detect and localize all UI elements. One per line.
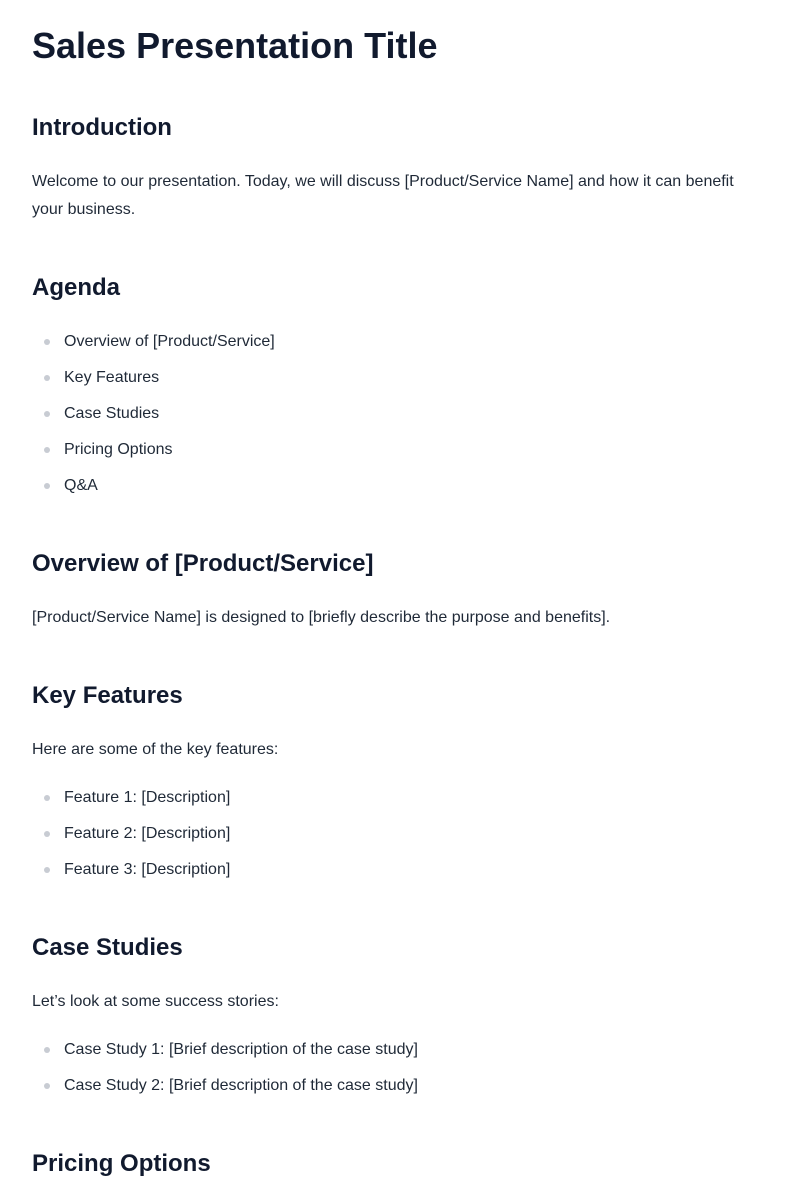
list-item [32,824,768,860]
bullet-icon [44,483,50,489]
section-heading-overview: Overview of [Product/Service] [32,550,374,577]
list-item [32,860,768,896]
list-item-text: Case Study 2: [Brief description of the case study] [64,1077,418,1094]
list-item [32,788,768,824]
section-heading-introduction: Introduction [32,114,172,141]
list-item-text: Feature 3: [Description] [64,861,231,878]
case-studies-paragraph: Let’s look at some success stories: [32,993,279,1010]
list-item-text: Feature 2: [Description] [64,825,231,842]
list-item [32,476,768,512]
list-item-text: Pricing Options [64,441,173,458]
list-item-text: Key Features [64,369,160,386]
list-item [32,332,768,368]
section-heading-key-features: Key Features [32,682,183,709]
overview-paragraph: [Product/Service Name] is designed to [briefly describe the purpose and benefits]. [32,609,611,626]
bullet-icon [44,447,50,453]
bullet-icon [44,831,50,837]
case-studies-list [32,1040,768,1112]
page-title: Sales Presentation Title [32,25,438,66]
list-item [32,440,768,476]
list-item-text: Overview of [Product/Service] [64,333,275,350]
bullet-icon [44,867,50,873]
list-item-text: Feature 1: [Description] [64,789,231,806]
key-features-list [32,788,768,896]
bullet-icon [44,339,50,345]
list-item [32,368,768,404]
section-heading-case-studies: Case Studies [32,934,183,961]
list-item [32,404,768,440]
introduction-paragraph: Welcome to our presentation. Today, we will discuss [Product/Service Name] and how it can benefit your business. [32,173,734,218]
list-item-text: Case Study 1: [Brief description of the case study] [64,1041,418,1058]
bullet-icon [44,795,50,801]
bullet-icon [44,1083,50,1089]
bullet-icon [44,375,50,381]
section-heading-pricing-options: Pricing Options [32,1150,211,1177]
list-item [32,1040,768,1076]
agenda-list [32,332,768,512]
section-heading-agenda: Agenda [32,274,121,301]
list-item-text: Q&A [64,477,98,494]
list-item-text: Case Studies [64,405,160,422]
key-features-paragraph: Here are some of the key features: [32,741,279,758]
bullet-icon [44,1047,50,1053]
bullet-icon [44,411,50,417]
list-item [32,1076,768,1112]
